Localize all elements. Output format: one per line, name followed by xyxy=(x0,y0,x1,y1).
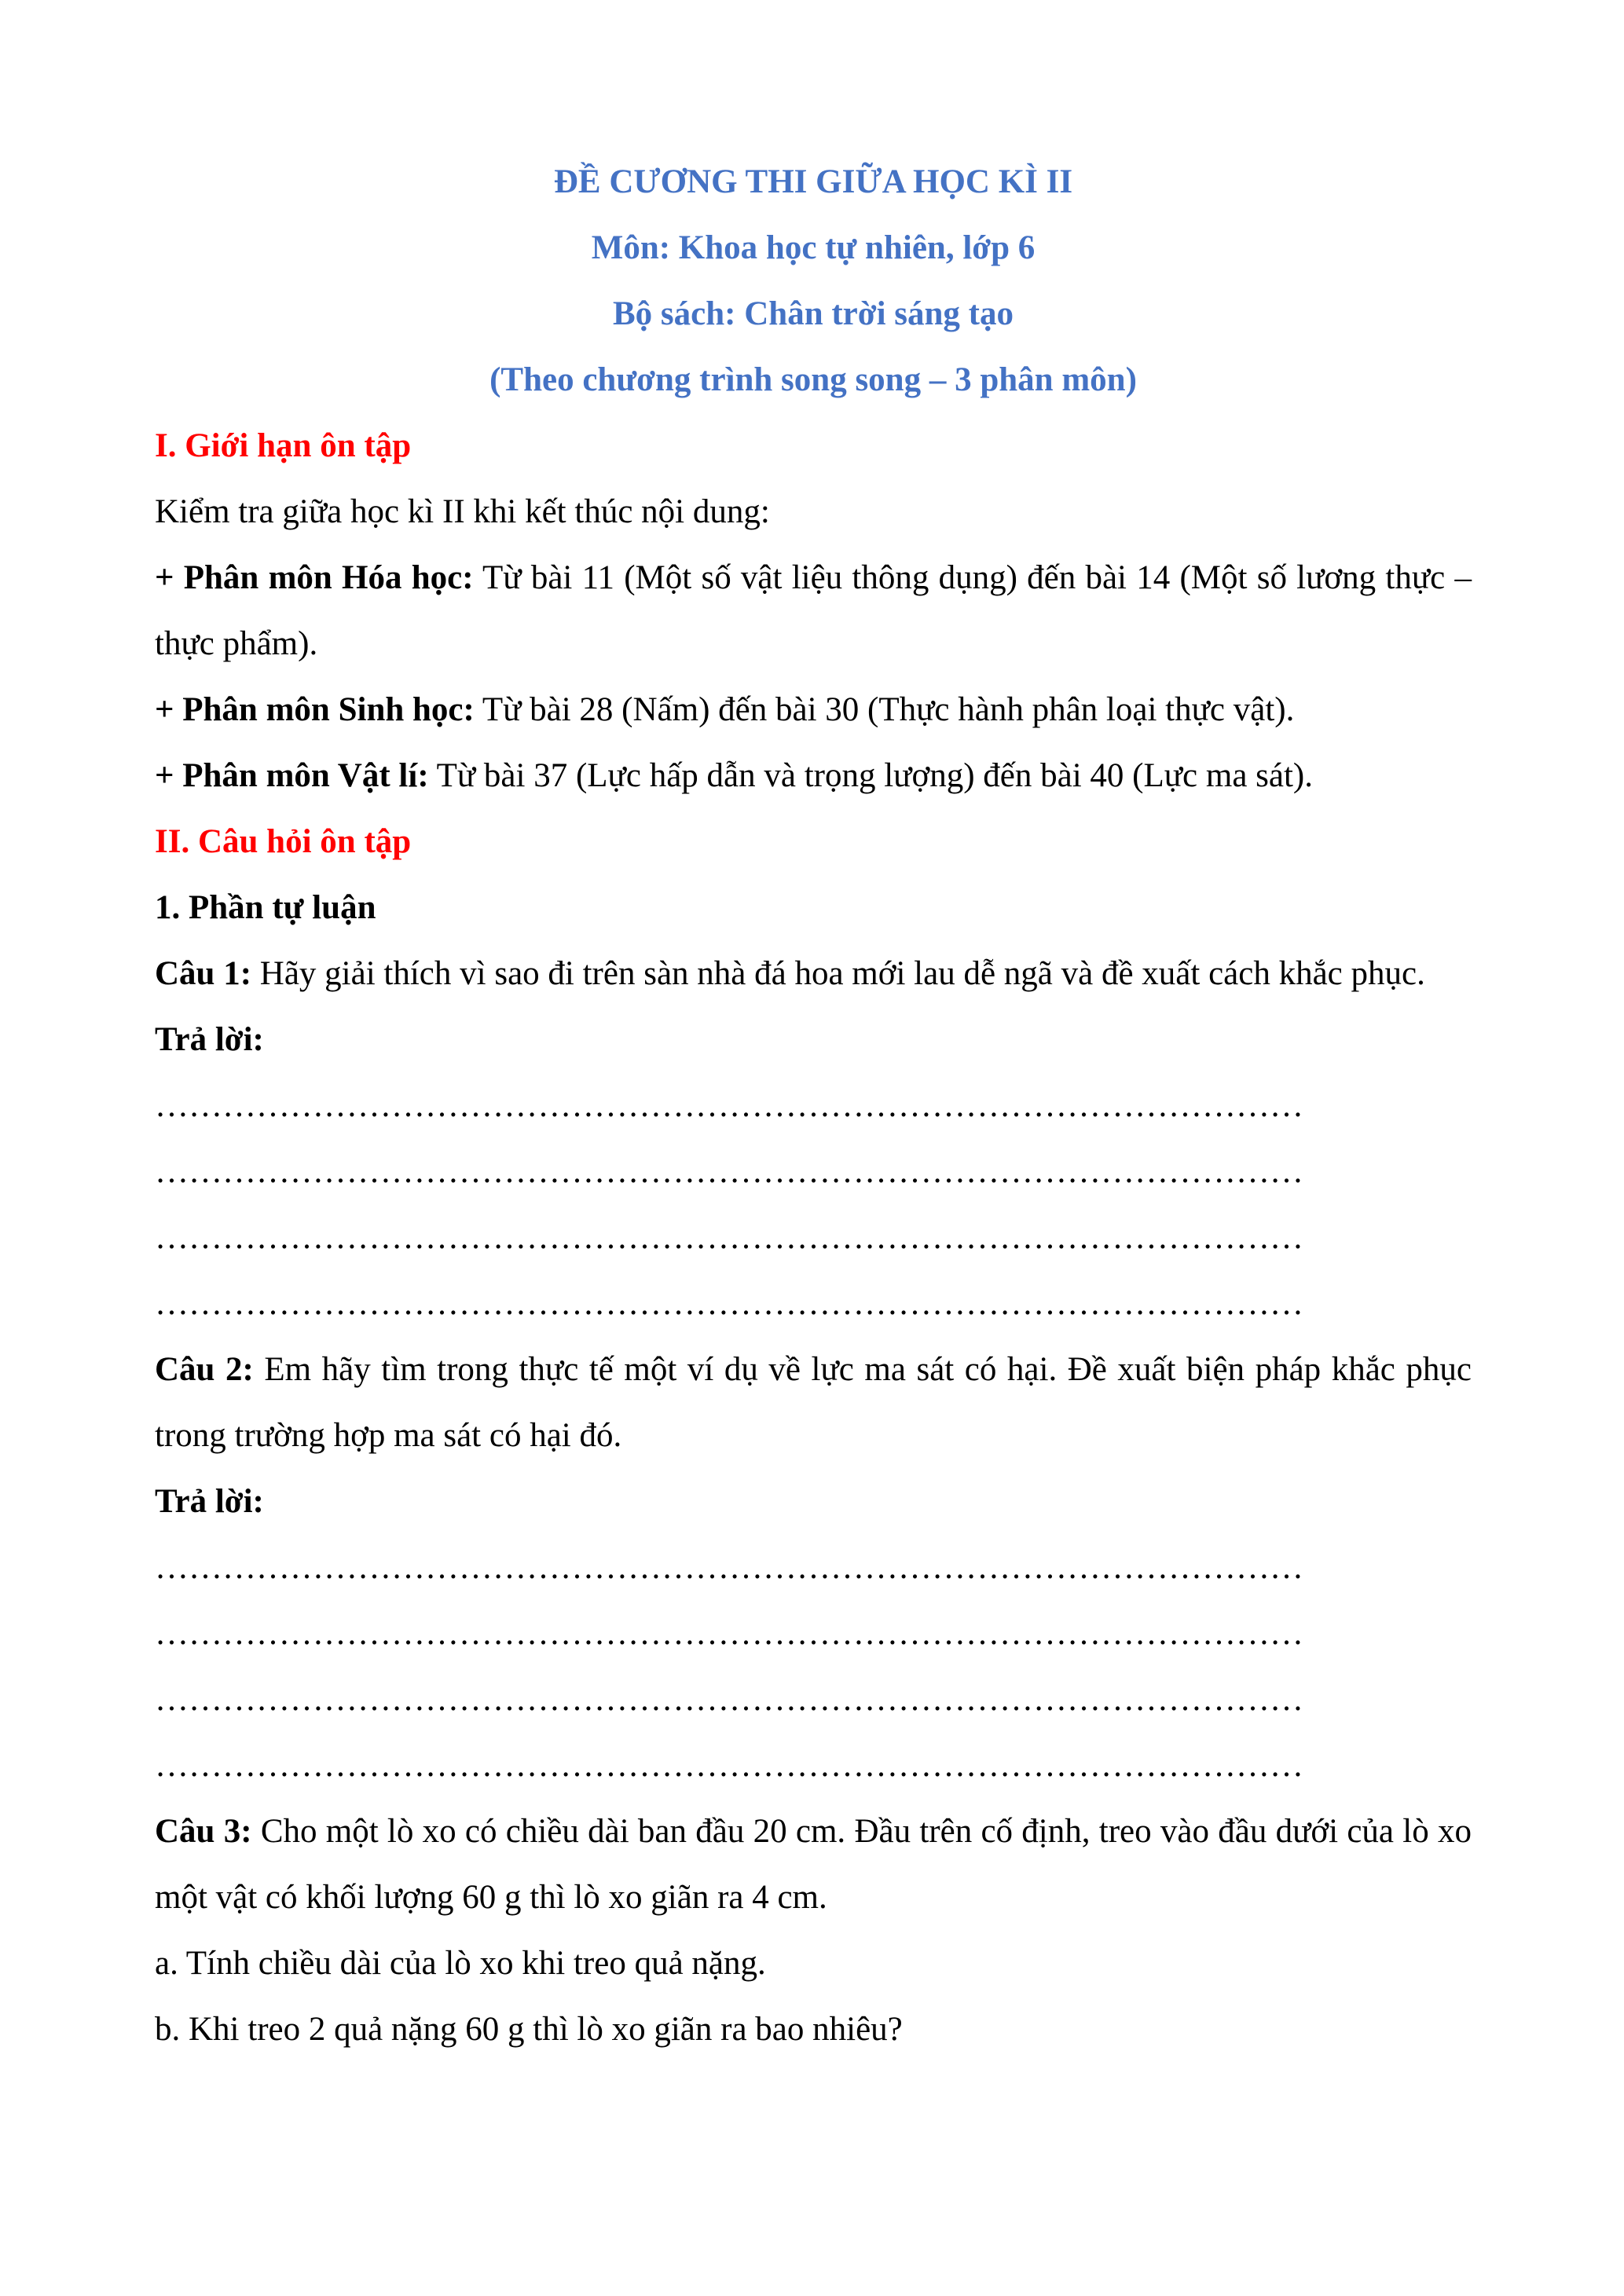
question-1 xyxy=(155,941,1472,1007)
answer-area-2 xyxy=(155,1535,1472,1799)
scope-item-label: + Phân môn Vật lí: xyxy=(155,757,429,794)
answer-dotted-line: ………………………………………………………………………………………… xyxy=(155,1549,1303,1586)
document-page xyxy=(155,149,1472,2063)
document-title: ĐỀ CƯƠNG THI GIỮA HỌC KÌ II xyxy=(553,163,1073,200)
answer-dotted-line: ………………………………………………………………………………………… xyxy=(155,1153,1303,1190)
answer-dotted-line: ………………………………………………………………………………………… xyxy=(155,1615,1303,1652)
question-3-part-a: a. Tính chiều dài của lò xo khi treo quả nặng. xyxy=(155,1945,766,1982)
subject-line: Môn: Khoa học tự nhiên, lớp 6 xyxy=(591,229,1036,266)
answer-dotted-line: ………………………………………………………………………………………… xyxy=(155,1087,1303,1124)
question-3 xyxy=(155,1799,1472,1931)
answer-area-1 xyxy=(155,1073,1472,1337)
section-1-heading: I. Giới hạn ôn tập xyxy=(155,427,412,464)
section-1-intro: Kiểm tra giữa học kì II khi kết thúc nội dung: xyxy=(155,493,770,530)
part-1-heading: 1. Phần tự luận xyxy=(155,889,376,926)
scope-item-biology xyxy=(155,677,1472,743)
question-label: Câu 2: xyxy=(155,1351,254,1388)
answer-dotted-line: ………………………………………………………………………………………… xyxy=(155,1219,1303,1256)
scope-item-label: + Phân môn Hóa học: xyxy=(155,559,474,596)
question-3-part-b: b. Khi treo 2 quả nặng 60 g thì lò xo giãn ra bao nhiêu? xyxy=(155,2011,903,2048)
question-label: Câu 3: xyxy=(155,1813,252,1850)
scope-item-text: Từ bài 11 (Một số vật liệu thông dụng) đến bài 14 (Một số lương thực – thực phẩm). xyxy=(155,559,1472,662)
answer-dotted-line: ………………………………………………………………………………………… xyxy=(155,1285,1303,1322)
answer-label: Trả lời: xyxy=(155,1483,264,1520)
question-text: Hãy giải thích vì sao đi trên sàn nhà đá hoa mới lau dễ ngã và đề xuất cách khắc phục. xyxy=(251,955,1425,992)
answer-dotted-line: ………………………………………………………………………………………… xyxy=(155,1681,1303,1718)
section-2-heading: II. Câu hỏi ôn tập xyxy=(155,823,412,860)
book-line: Bộ sách: Chân trời sáng tạo xyxy=(613,295,1014,332)
answer-dotted-line: ………………………………………………………………………………………… xyxy=(155,1747,1303,1784)
answer-label: Trả lời: xyxy=(155,1021,264,1058)
scope-item-text: Từ bài 37 (Lực hấp dẫn và trọng lượng) đến bài 40 (Lực ma sát). xyxy=(428,757,1313,794)
question-2 xyxy=(155,1337,1472,1469)
question-text: Em hãy tìm trong thực tế một ví dụ về lực ma sát có hại. Đề xuất biện pháp khắc phục trong trường hợp ma sát có hại đó. xyxy=(155,1351,1472,1454)
scope-item-physics xyxy=(155,743,1472,809)
scope-item-label: + Phân môn Sinh học: xyxy=(155,691,475,728)
scope-item-chemistry xyxy=(155,545,1472,677)
document-header xyxy=(155,149,1472,413)
program-line: (Theo chương trình song song – 3 phân môn) xyxy=(489,361,1137,398)
question-label: Câu 1: xyxy=(155,955,252,992)
scope-item-text: Từ bài 28 (Nấm) đến bài 30 (Thực hành phân loại thực vật). xyxy=(474,691,1295,728)
question-text: Cho một lò xo có chiều dài ban đầu 20 cm. Đầu trên cố định, treo vào đầu dưới của lò xo một vật có khối lượng 60 g thì lò xo giãn ra 4 cm. xyxy=(155,1813,1472,1916)
